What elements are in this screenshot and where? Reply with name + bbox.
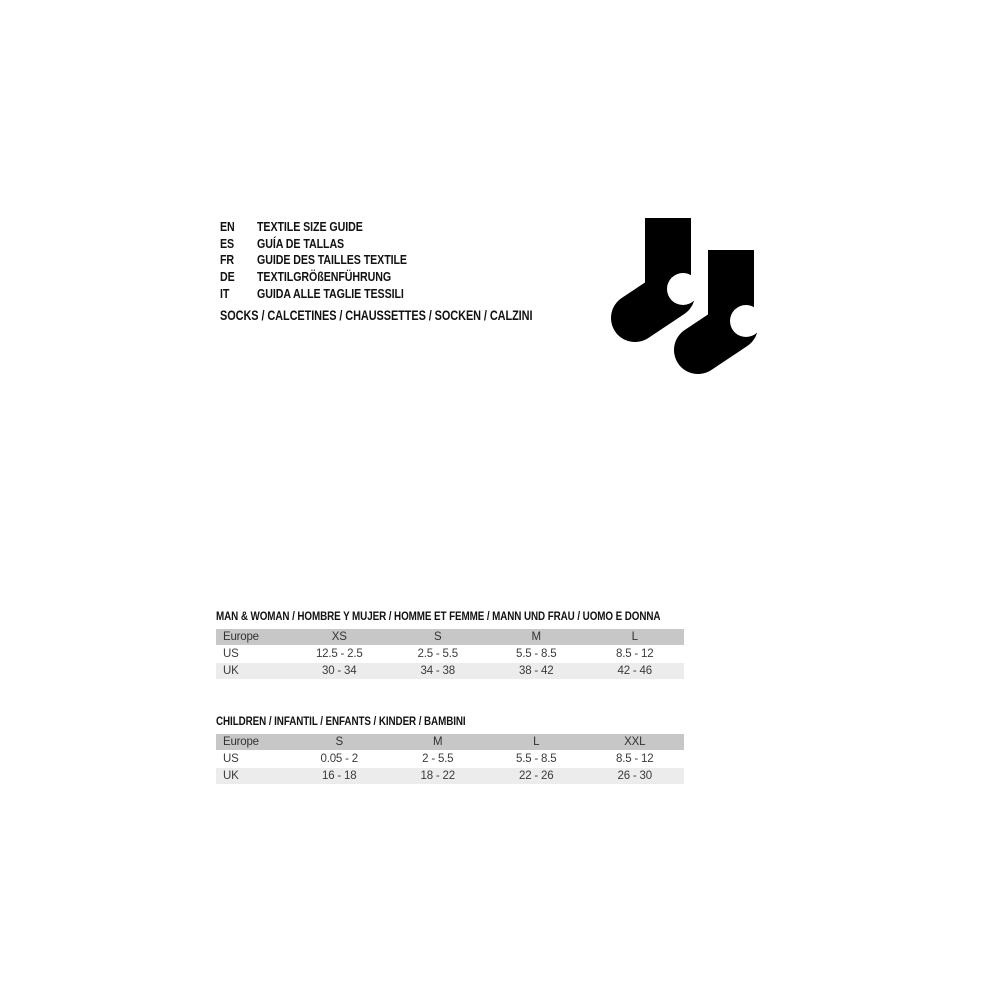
region-label: UK bbox=[223, 665, 239, 677]
language-label: GUIDA ALLE TAGLIE TESSILI bbox=[257, 285, 404, 301]
table-title: MAN & WOMAN / HOMBRE Y MUJER / HOMME ET FEMME / MANN UND FRAU / UOMO E DONNA bbox=[216, 609, 661, 623]
size-cell: 22 - 26 bbox=[519, 770, 554, 782]
size-cell: 30 - 34 bbox=[322, 665, 357, 677]
table-header-row bbox=[216, 629, 684, 645]
column-header: S bbox=[434, 631, 442, 643]
language-label: TEXTILGRÖßENFÜHRUNG bbox=[257, 269, 392, 285]
size-cell: 2 - 5.5 bbox=[422, 753, 454, 765]
language-label: GUÍA DE TALLAS bbox=[257, 235, 345, 251]
language-code: ES bbox=[220, 235, 235, 251]
size-cell: 34 - 38 bbox=[420, 665, 455, 677]
language-code: FR bbox=[220, 252, 235, 268]
size-cell: 16 - 18 bbox=[322, 770, 357, 782]
table-header-row bbox=[216, 734, 684, 750]
product-type-heading: SOCKS / CALCETINES / CHAUSSETTES / SOCKEN / CALZINI bbox=[220, 308, 533, 323]
size-cell: 42 - 46 bbox=[617, 665, 652, 677]
size-cell: 12.5 - 2.5 bbox=[315, 648, 363, 660]
size-cell: 8.5 - 12 bbox=[616, 753, 654, 765]
language-row-es bbox=[220, 235, 440, 252]
size-cell: 5.5 - 8.5 bbox=[516, 753, 557, 765]
language-row-fr bbox=[220, 252, 440, 269]
language-label: GUIDE DES TAILLES TEXTILE bbox=[257, 252, 407, 268]
language-code: EN bbox=[220, 218, 235, 234]
column-header-region: Europe bbox=[223, 631, 259, 643]
column-header: S bbox=[335, 736, 343, 748]
column-header: XS bbox=[331, 631, 347, 643]
table bbox=[216, 629, 684, 679]
children-size-table bbox=[216, 715, 684, 785]
size-cell: 26 - 30 bbox=[617, 770, 652, 782]
size-cell: 18 - 22 bbox=[420, 770, 455, 782]
column-header: L bbox=[631, 631, 638, 643]
table-row-uk bbox=[216, 768, 684, 784]
language-list bbox=[220, 218, 440, 302]
man-woman-size-table bbox=[216, 610, 684, 680]
size-cell: 5.5 - 8.5 bbox=[516, 648, 557, 660]
column-header: M bbox=[531, 631, 541, 643]
table-row-us bbox=[216, 646, 684, 662]
table-title: CHILDREN / INFANTIL / ENFANTS / KINDER / BAMBINI bbox=[216, 714, 466, 728]
size-cell: 2.5 - 5.5 bbox=[417, 648, 458, 660]
table-row-us bbox=[216, 751, 684, 767]
language-code: DE bbox=[220, 269, 235, 285]
language-code: IT bbox=[220, 285, 230, 301]
column-header-region: Europe bbox=[223, 736, 259, 748]
size-cell: 38 - 42 bbox=[519, 665, 554, 677]
socks-icon bbox=[611, 218, 766, 374]
region-label: US bbox=[223, 753, 239, 765]
language-row-en bbox=[220, 218, 440, 235]
column-header: XXL bbox=[624, 736, 646, 748]
column-header: L bbox=[533, 736, 540, 748]
language-label: TEXTILE SIZE GUIDE bbox=[257, 218, 363, 234]
column-header: M bbox=[433, 736, 443, 748]
region-label: UK bbox=[223, 770, 239, 782]
size-cell: 8.5 - 12 bbox=[616, 648, 654, 660]
language-row-de bbox=[220, 268, 440, 285]
table-row-uk bbox=[216, 663, 684, 679]
table bbox=[216, 734, 684, 784]
language-row-it bbox=[220, 285, 440, 302]
size-cell: 0.05 - 2 bbox=[320, 753, 358, 765]
region-label: US bbox=[223, 648, 239, 660]
